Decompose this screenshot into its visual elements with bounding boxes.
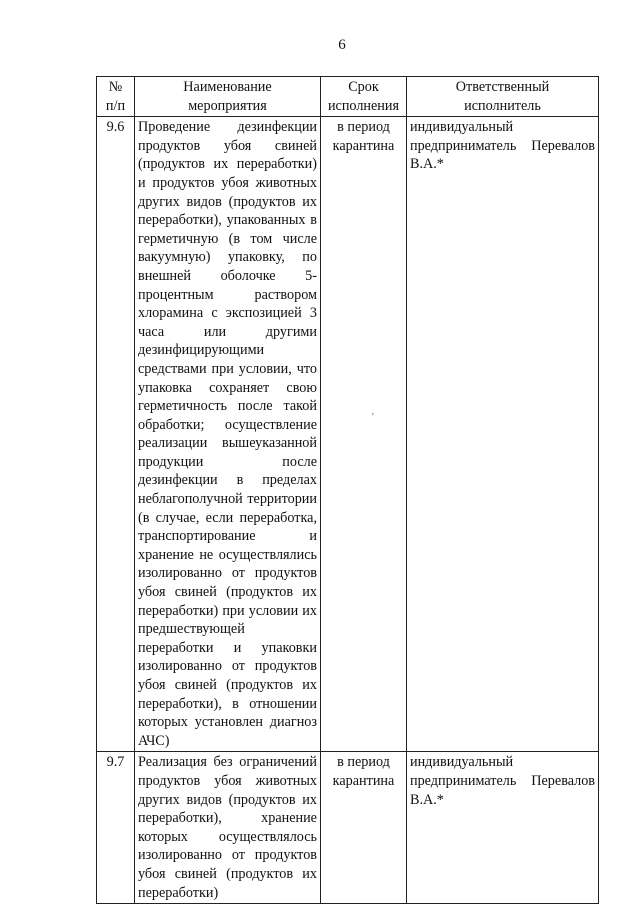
- header-name: [135, 77, 321, 117]
- header-term: [321, 77, 407, 117]
- header-term-line-2: исполнения: [327, 97, 400, 114]
- measure-responsible: индивидуальный предприниматель Перевалов В.А.*: [407, 117, 599, 752]
- table-row: [97, 752, 599, 904]
- header-responsible-line-2: исполнитель: [464, 97, 541, 114]
- measure-name: Реализация без ограничений продуктов убоя животных других видов (продуктов их переработки), хранение которых осуществлялось изолированно от продуктов убоя свиней (продуктов их переработки): [135, 752, 321, 904]
- stray-mark: ': [372, 412, 374, 423]
- measure-term: в период карантина: [321, 752, 407, 904]
- row-number: 9.6: [97, 117, 135, 752]
- header-num-line-1: №: [108, 79, 123, 95]
- measures-table: [96, 76, 599, 904]
- header-term-line-1: Срок: [348, 79, 379, 95]
- header-responsible: [407, 77, 599, 117]
- measure-name: Проведение дезинфекции продуктов убоя свиней (продуктов их переработки) и продуктов убоя животных других видов (продуктов их переработки), упакованных в герметичную (в том числе вакуумную) упаковку, по внешней оболочке 5-процентным раствором хлорамина с экспозицией 3 часа или другими дезинфицирующими средствами при условии, что упаковка сохраняет свою герметичность после такой обработки; осуществление реализации вышеуказанной продукции после дезинфекции в пределах неблагополучной территории (в случае, если переработка, транспортирование и хранение не осуществлялись изолированно от продуктов убоя свиней (продуктов их переработки) при условии их предшествующей переработки и упаковки изолированно от продуктов убоя свиней (продуктов их переработки), в отношении которых установлен диагноз АЧС): [135, 117, 321, 752]
- header-num-line-2: п/п: [105, 97, 126, 114]
- measure-responsible: индивидуальный предприниматель Перевалов В.А.*: [407, 752, 599, 904]
- header-name-line-1: Наименование: [183, 79, 272, 95]
- header-responsible-line-1: Ответственный: [455, 79, 550, 95]
- header-num: [97, 77, 135, 117]
- page-number: 6: [338, 37, 346, 53]
- header-name-line-2: мероприятия: [188, 97, 267, 114]
- row-number: 9.7: [97, 752, 135, 904]
- measure-term: в период карантина: [321, 117, 407, 752]
- table-row: [97, 117, 599, 752]
- table-header-row: [97, 77, 599, 117]
